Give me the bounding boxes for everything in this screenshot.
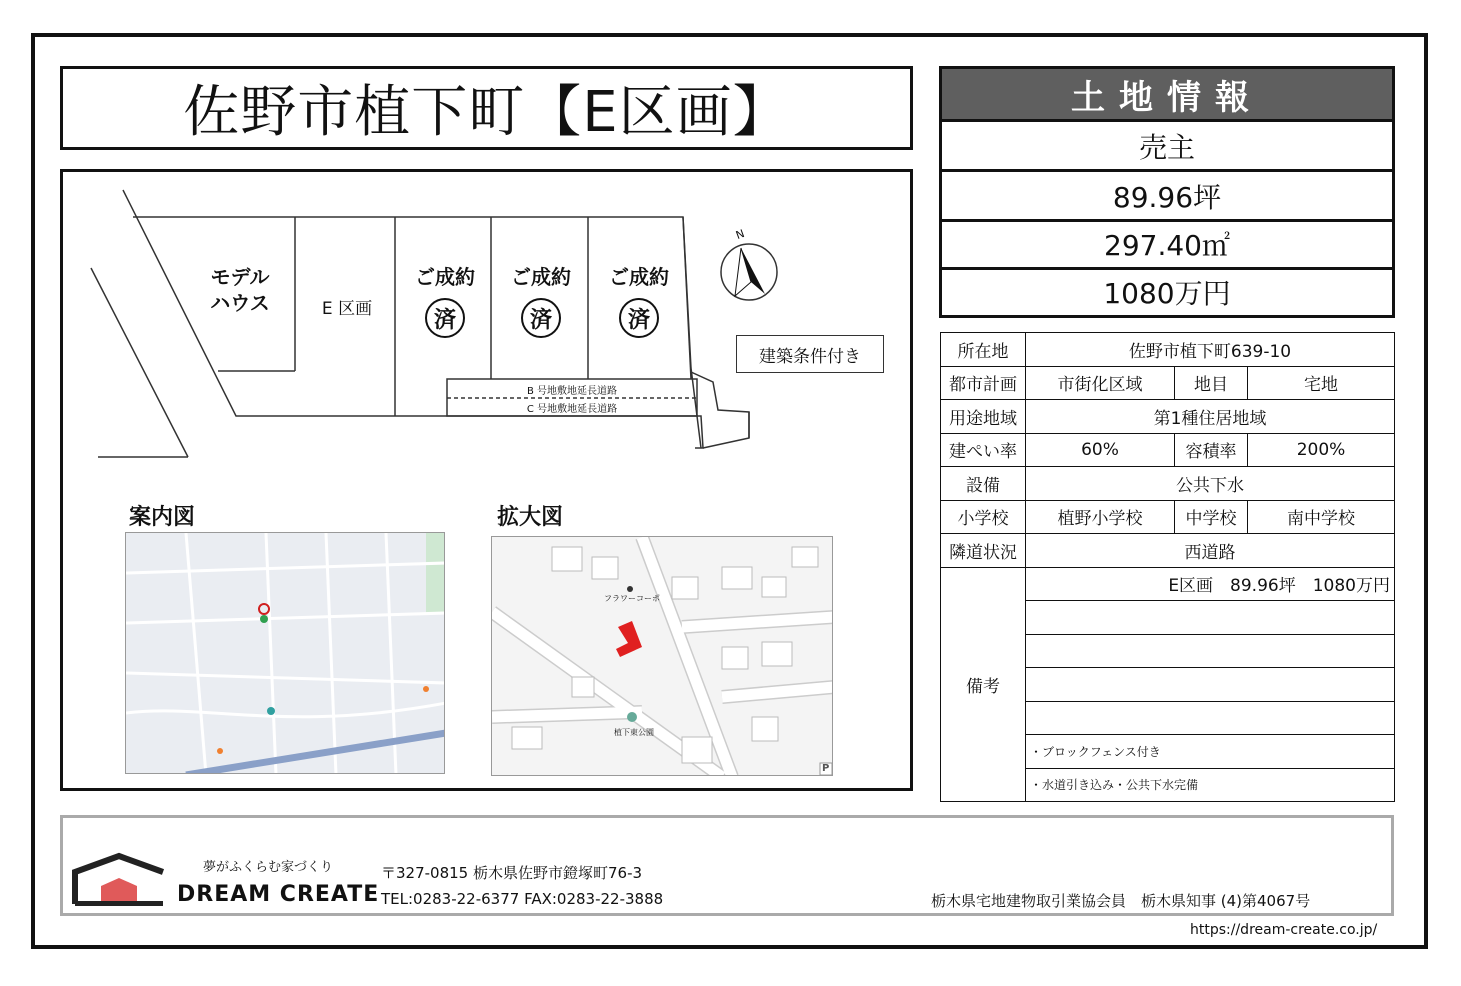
model-house-label: モデル ハウス (210, 265, 270, 315)
zoning-label: 用途地域 (941, 400, 1026, 434)
note-line-3: ・水道引き込み・公共下水完備 (1026, 768, 1395, 802)
note-blank (1026, 634, 1395, 668)
land-info-heading: 土地情報 (939, 66, 1395, 122)
page-title: 佐野市植下町【E区画】 (60, 66, 913, 150)
north-label: N (734, 226, 747, 243)
facilities-value: 公共下水 (1026, 467, 1395, 501)
sold-label: ご成約 (511, 265, 571, 289)
road-label: 隣道状況 (941, 534, 1026, 568)
guide-map-graphic (126, 533, 445, 774)
junior-high-value: 南中学校 (1248, 500, 1395, 534)
note-blank (1026, 668, 1395, 702)
table-row (941, 400, 1395, 434)
house-logo-icon (71, 852, 167, 906)
road-value: 西道路 (1026, 534, 1395, 568)
land-category-value: 宅地 (1248, 366, 1395, 400)
area-sqm: 297.40㎡ (939, 220, 1395, 270)
road-c-label: C 号地敷地延長道路 (526, 404, 618, 415)
city-plan-label: 都市計画 (941, 366, 1026, 400)
tagline: 夢がふくらむ家づくり (203, 860, 334, 875)
building-condition-badge: 建築条件付き (736, 335, 884, 373)
note-line-1: E区画 89.96坪 1080万円 (1026, 567, 1395, 601)
company-footer (60, 815, 1394, 916)
table-row (941, 534, 1395, 568)
plot-map (60, 169, 913, 791)
zoning-value: 第1種住居地域 (1026, 400, 1395, 434)
parking-icon: P (822, 763, 830, 774)
coverage-value: 60% (1026, 433, 1175, 467)
company-url-link[interactable]: https://dream-create.co.jp/ (1190, 922, 1378, 938)
junior-high-label: 中学校 (1175, 500, 1248, 534)
notes-label: 備考 (941, 567, 1026, 802)
table-row (941, 366, 1395, 400)
table-row (941, 500, 1395, 534)
table-row (941, 433, 1395, 467)
sold-lot-2 (499, 264, 583, 338)
note-line-2: ・ブロックフェンス付き (1026, 735, 1395, 769)
spec-table (940, 332, 1395, 802)
table-row (941, 333, 1395, 367)
price: 1080万円 (939, 268, 1395, 318)
far-value: 200% (1248, 433, 1395, 467)
zoom-map-image (491, 536, 833, 776)
road-b-label: B 号地敷地延長道路 (526, 386, 618, 397)
sold-label: ご成約 (415, 265, 475, 289)
land-category-label: 地目 (1175, 366, 1248, 400)
zoom-map-graphic (492, 537, 833, 776)
sold-label: ご成約 (609, 265, 669, 289)
zoom-label-park: 植下東公園 (614, 728, 654, 737)
table-row (941, 467, 1395, 501)
seller-type: 売主 (939, 122, 1395, 172)
coverage-label: 建ぺい率 (941, 433, 1026, 467)
sold-lot-3 (597, 264, 681, 338)
elementary-label: 小学校 (941, 500, 1026, 534)
elementary-value: 植野小学校 (1026, 500, 1175, 534)
table-row (941, 567, 1395, 601)
zoom-label-flower: フラワーコーポ (604, 594, 660, 603)
note-blank (1026, 701, 1395, 735)
zoom-map-title: 拡大図 (497, 505, 564, 530)
location-label: 所在地 (941, 333, 1026, 367)
sold-mark: 済 (425, 298, 465, 338)
guide-map-title: 案内図 (129, 505, 196, 530)
area-tsubo: 89.96坪 (939, 172, 1395, 222)
city-plan-value: 市街化区域 (1026, 366, 1175, 400)
location-value: 佐野市植下町639-10 (1026, 333, 1395, 367)
north-arrow-icon (721, 244, 777, 300)
sold-mark: 済 (619, 298, 659, 338)
company-license: 栃木県宅地建物取引業協会員 栃木県知事 (4)第4067号 (931, 892, 1311, 910)
company-contact: TEL:0283-22-6377 FAX:0283-22-3888 (381, 890, 664, 908)
e-lot-label: E 区画 (321, 299, 373, 319)
sold-mark: 済 (521, 298, 561, 338)
facilities-label: 設備 (941, 467, 1026, 501)
sold-lot-1 (403, 264, 487, 338)
far-label: 容積率 (1175, 433, 1248, 467)
company-address: 〒327-0815 栃木県佐野市鐙塚町76-3 (381, 864, 643, 882)
guide-map-image (125, 532, 445, 774)
brand-name: DREAM CREATE (177, 882, 380, 907)
note-blank (1026, 601, 1395, 635)
